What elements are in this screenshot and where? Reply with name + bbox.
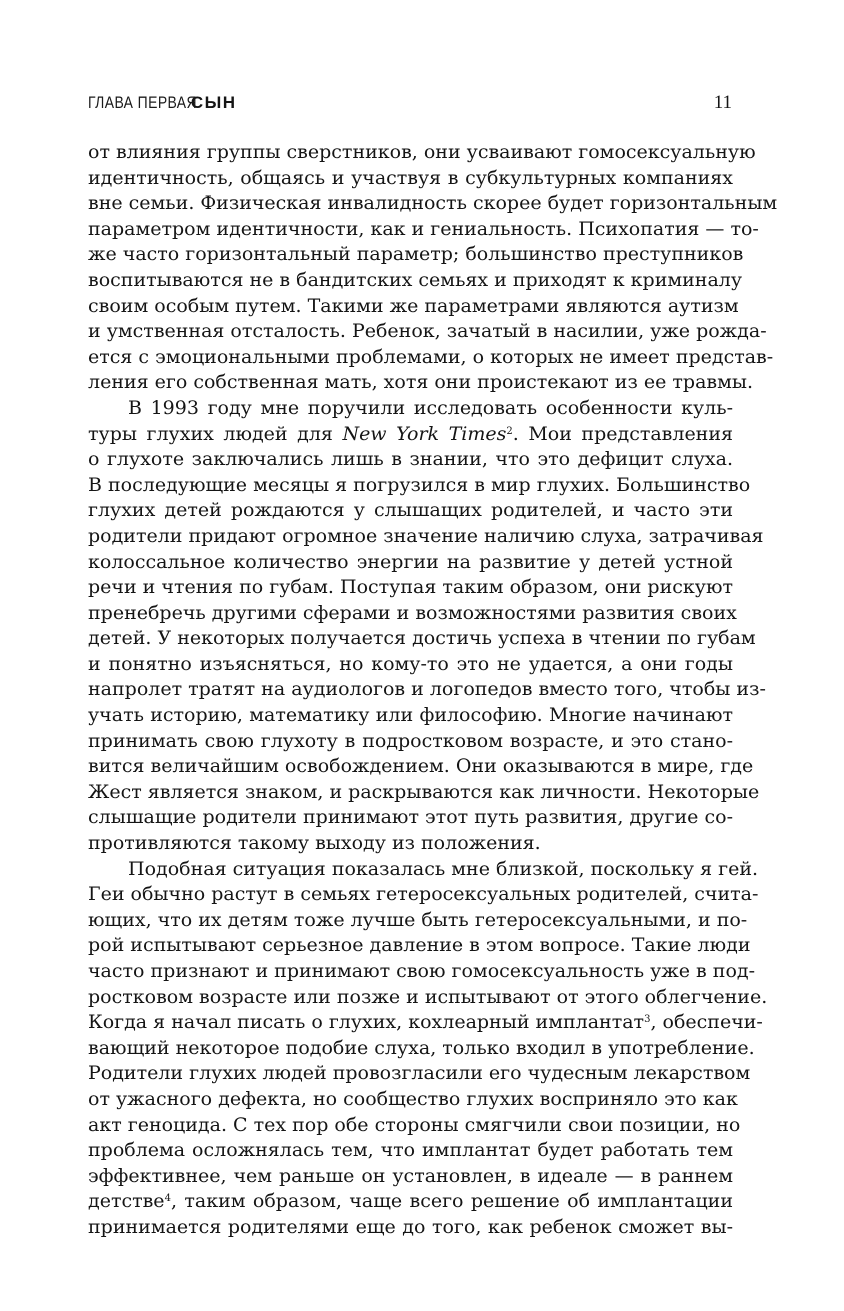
text-line: ется с эмоциональными проблемами, о которых не имеет представ-	[88, 345, 774, 368]
italic-title: New York Times	[342, 422, 507, 445]
text-line: учать историю, математику или философию. Многие начинают	[88, 704, 733, 727]
text-line: Родители глухих людей провозгласили его чудесным лекарством	[88, 1062, 751, 1085]
page-number: 11	[713, 92, 732, 113]
text-line: вится величайшим освобождением. Они оказываются в мире, где	[88, 755, 754, 778]
page-body	[88, 140, 778, 1241]
text-line: слышащие родители принимают этот путь развития, другие со-	[88, 806, 733, 829]
footnote-marker: 3	[644, 1014, 651, 1026]
text-fragment: детстве	[88, 1190, 165, 1213]
text-line: вне семьи. Физическая инвалидность скорее будет горизонтальным	[88, 192, 778, 215]
text-line: проблема осложнялась тем, что имплантат будет работать тем	[88, 1139, 733, 1162]
text-line: от ужасного дефекта, но сообщество глухих восприняло это как	[88, 1087, 738, 1110]
text-line: своим особым путем. Такими же параметрами являются аутизм	[88, 294, 739, 317]
text-line: В последующие месяцы я погрузился в мир глухих. Большинство	[88, 473, 751, 496]
text-line: Геи обычно растут в семьях гетеросексуальных родителей, счита-	[88, 883, 759, 906]
footnote-marker: 2	[506, 425, 513, 437]
text-line: родители придают огромное значение наличию слуха, затрачивая	[88, 524, 764, 547]
text-fragment: , обеспечи-	[650, 1011, 763, 1034]
text-line: акт геноцида. С тех пор обе стороны смягчили свои позиции, но	[88, 1113, 741, 1136]
text-line-with-footnote	[88, 1189, 733, 1215]
text-line: колоссальное количество энергии на развитие у детей устной	[88, 550, 733, 573]
text-line: пренебречь другими сферами и возможностями развития своих	[88, 601, 737, 624]
chapter-title: СЫН	[190, 93, 237, 112]
text-line: параметром идентичности, как и гениальность. Психопатия — то-	[88, 217, 759, 240]
text-line: принимать свою глухоту в подростковом возрасте, и это стано-	[88, 729, 733, 752]
text-line: часто признают и принимают свою гомосексуальность уже в под-	[88, 960, 756, 982]
text-line: идентичность, общаясь и участвуя в субкультурных компаниях	[88, 166, 733, 189]
text-line-with-footnote	[88, 1010, 763, 1036]
text-line: ления его собственная мать, хотя они проистекают из ее травмы.	[88, 371, 754, 394]
text-line: Жест является знаком, и раскрываются как личности. Некоторые	[88, 780, 760, 803]
text-line: Подобная ситуация показалась мне близкой, поскольку я гей.	[128, 857, 759, 880]
chapter-label: ГЛАВА ПЕРВАЯ	[88, 93, 197, 112]
text-fragment: туры глухих людей для	[88, 422, 343, 445]
text-line: и понятно изъясняться, но кому-то это не удается, а они годы	[88, 652, 733, 675]
text-line: напролет тратят на аудиологов и логопедов вместо того, чтобы из-	[88, 678, 766, 701]
text-line: противляются такому выходу из положения.	[88, 832, 541, 855]
text-line: же часто горизонтальный параметр; большинство преступников	[88, 243, 744, 266]
text-line-with-footnote	[88, 422, 733, 448]
text-line: речи и чтения по губам. Поступая таким образом, они рискуют	[88, 576, 733, 599]
text-line: детей. У некоторых получается достичь успеха в чтении по губам	[88, 627, 756, 650]
text-line: вающий некоторое подобие слуха, только входил в употребление.	[88, 1036, 755, 1059]
text-line: воспитываются не в бандитских семьях и приходят к криминалу	[88, 268, 743, 291]
text-fragment: . Мои представления	[512, 422, 733, 445]
text-line: ющих, что их детям тоже лучше быть гетеросексуальными, и по-	[88, 908, 748, 931]
text-line: глухих детей рождаются у слышащих родителей, и часто эти	[88, 499, 733, 522]
text-line: о глухоте заключались лишь в знании, что это дефицит слуха.	[88, 448, 733, 471]
text-line: эффективнее, чем раньше он установлен, в идеале — в раннем	[88, 1164, 733, 1187]
running-header	[88, 92, 732, 122]
text-line: рой испытывают серьезное давление в этом вопросе. Такие люди	[88, 934, 751, 957]
text-line: ростковом возрасте или позже и испытывают от этого облегчение.	[88, 985, 768, 1008]
text-fragment: Когда я начал писать о глухих, кохлеарный имплантат	[88, 1011, 645, 1034]
text-line: от влияния группы сверстников, они усваивают гомосексуальную	[88, 141, 756, 163]
text-line: В 1993 году мне поручили исследовать особенности куль-	[128, 396, 733, 419]
text-fragment: , таким образом, чаще всего решение об имплантации	[170, 1190, 733, 1213]
text-line: и умственная отсталость. Ребенок, зачатый в насилии, уже рожда-	[88, 320, 767, 343]
footnote-marker: 4	[164, 1193, 171, 1205]
text-line: принимается родителями еще до того, как ребенок сможет вы-	[88, 1215, 733, 1238]
